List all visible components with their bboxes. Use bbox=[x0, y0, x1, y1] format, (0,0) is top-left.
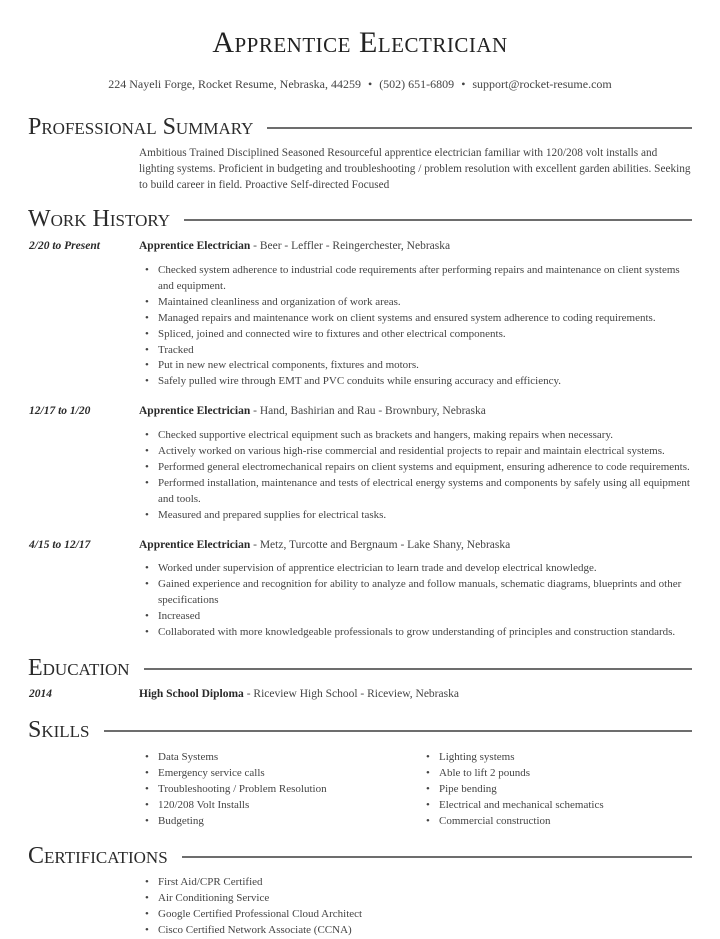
degree: High School Diploma bbox=[139, 688, 244, 700]
list-item bbox=[139, 609, 694, 625]
list-item-text: Electrical and mechanical schematics bbox=[439, 798, 604, 811]
section-title: Work History bbox=[28, 206, 171, 232]
list-item-text: Cisco Certified Network Associate (CCNA) bbox=[158, 923, 352, 936]
separator: • bbox=[461, 77, 466, 91]
list-item-text: Performed general electromechanical repairs on client systems and equipment, ensuring adherence to code requirements. bbox=[158, 460, 690, 473]
list-item-text: Performed installation, maintenance and tests of electrical energy systems and components by safely using all equipment and tools. bbox=[158, 476, 690, 505]
list-item-text: Put in new new electrical components, fixtures and motors. bbox=[158, 359, 419, 372]
bullet-icon: • bbox=[145, 625, 149, 638]
list-item bbox=[139, 508, 694, 524]
list-item-text: Checked system adherence to industrial code requirements after performing repairs and maintenance on client systems and equipment. bbox=[158, 264, 680, 292]
list-item bbox=[139, 460, 694, 476]
job-bullets bbox=[139, 263, 694, 390]
education-year: 2014 bbox=[29, 688, 52, 700]
list-item-text: Data Systems bbox=[158, 751, 219, 763]
email-link[interactable]: support@rocket-resume.com bbox=[472, 77, 612, 91]
bullet-icon: • bbox=[145, 375, 149, 388]
section-work-history bbox=[28, 206, 692, 232]
list-item bbox=[420, 814, 720, 830]
bullet-icon: • bbox=[145, 460, 149, 473]
section-divider bbox=[184, 219, 692, 221]
list-item-text: Worked under supervision of apprentice electrician to learn trade and develop electrical knowledge. bbox=[158, 562, 597, 574]
candidate-name: Apprentice Electrician bbox=[212, 26, 508, 59]
list-item-text: Increased bbox=[158, 609, 201, 622]
bullet-icon: • bbox=[145, 476, 149, 489]
list-item-text: Commercial construction bbox=[439, 814, 551, 827]
section-title: Education bbox=[28, 655, 130, 681]
list-item-text: Gained experience and recognition for ability to analyze and follow manuals, schematic diagrams, blueprints and other specifications bbox=[158, 577, 682, 606]
list-item bbox=[139, 327, 694, 343]
list-item bbox=[420, 798, 720, 814]
job-title: Apprentice Electrician bbox=[139, 240, 251, 252]
list-item bbox=[139, 891, 694, 907]
list-item-text: Budgeting bbox=[158, 814, 204, 827]
contact-line bbox=[0, 77, 720, 92]
list-item bbox=[139, 907, 694, 923]
list-item-text: Emergency service calls bbox=[158, 766, 265, 779]
bullet-icon: • bbox=[426, 798, 430, 811]
bullet-icon: • bbox=[145, 429, 149, 441]
list-item bbox=[139, 923, 694, 939]
job-details: - Metz, Turcotte and Bergnaum - Lake Shany, Nebraska bbox=[250, 539, 511, 551]
section-education bbox=[28, 655, 692, 681]
bullet-icon: • bbox=[426, 782, 430, 795]
list-item bbox=[139, 374, 694, 390]
list-item bbox=[139, 561, 694, 577]
job-heading bbox=[139, 539, 510, 551]
address: 224 Nayeli Forge, Rocket Resume, Nebraska, 44259 bbox=[108, 77, 361, 91]
bullet-icon: • bbox=[145, 311, 149, 324]
bullet-icon: • bbox=[145, 327, 149, 340]
section-title: Skills bbox=[28, 717, 90, 743]
section-divider bbox=[144, 668, 692, 670]
list-item bbox=[139, 263, 694, 295]
list-item bbox=[139, 577, 694, 609]
phone[interactable]: (502) 651-6809 bbox=[379, 77, 455, 91]
list-item bbox=[139, 428, 694, 444]
list-item-text: Pipe bending bbox=[439, 782, 497, 795]
bullet-icon: • bbox=[145, 766, 149, 779]
job-heading bbox=[139, 405, 486, 417]
section-title: Professional Summary bbox=[28, 114, 254, 140]
list-item-text: Collaborated with more knowledgeable professionals to grow understanding of principles and construction standards. bbox=[158, 625, 676, 638]
list-item-text: Measured and prepared supplies for electrical tasks. bbox=[158, 508, 387, 521]
bullet-icon: • bbox=[145, 798, 149, 811]
list-item-text: Air Conditioning Service bbox=[158, 891, 270, 904]
bullet-icon: • bbox=[145, 359, 149, 372]
separator: • bbox=[367, 77, 373, 91]
bullet-icon: • bbox=[145, 609, 149, 622]
list-item-text: Maintained cleanliness and organization of work areas. bbox=[158, 295, 401, 308]
job-title: Apprentice Electrician bbox=[139, 539, 251, 551]
section-skills bbox=[28, 717, 692, 743]
bullet-icon: • bbox=[145, 814, 149, 827]
bullet-icon: • bbox=[145, 562, 149, 574]
job-bullets bbox=[139, 561, 694, 641]
list-item-text: Actively worked on various high-rise commercial and residential projects to repair and maintain electrical systems. bbox=[158, 444, 665, 457]
list-item-text: Spliced, joined and connected wire to fixtures and other electrical components. bbox=[158, 327, 506, 340]
list-item bbox=[139, 875, 694, 891]
skills-list-right bbox=[420, 750, 720, 830]
bullet-icon: • bbox=[145, 891, 149, 904]
job-title: Apprentice Electrician bbox=[139, 405, 251, 417]
bullet-icon: • bbox=[145, 577, 149, 590]
job-details: - Beer - Leffler - Reingerchester, Nebraska bbox=[250, 240, 451, 252]
bullet-icon: • bbox=[145, 444, 149, 457]
list-item-text: Safely pulled wire through EMT and PVC conduits while ensuring accuracy and efficiency. bbox=[158, 375, 562, 388]
bullet-icon: • bbox=[145, 751, 149, 763]
bullet-icon: • bbox=[145, 782, 149, 795]
job-dates: 2/20 to Present bbox=[29, 240, 100, 252]
bullet-icon: • bbox=[145, 343, 149, 356]
job-bullets bbox=[139, 428, 694, 523]
bullet-icon: • bbox=[145, 264, 149, 276]
job-details: - Hand, Bashirian and Rau - Brownbury, Nebraska bbox=[250, 405, 486, 417]
list-item-text: Checked supportive electrical equipment such as brackets and hangers, making repairs when necessary. bbox=[158, 429, 614, 441]
bullet-icon: • bbox=[426, 766, 430, 779]
job-heading bbox=[139, 240, 450, 252]
job-dates: 4/15 to 12/17 bbox=[29, 539, 91, 551]
list-item-text: Google Certified Professional Cloud Architect bbox=[158, 907, 363, 920]
list-item bbox=[420, 782, 720, 798]
list-item-text: Managed repairs and maintenance work on client systems and ensured system adherence to coding requirements. bbox=[158, 311, 656, 324]
summary-text: Ambitious Trained Disciplined Seasoned Resourceful apprentice electrician familiar with 120/208 volt installs and lighting systems. Proficient in budgeting and troubleshooting / problem resolution with excellent garden abilities. Seeking to build career in field. Proactive Self-directed Focused bbox=[139, 147, 691, 191]
section-divider bbox=[267, 127, 692, 129]
list-item bbox=[139, 476, 694, 508]
bullet-icon: • bbox=[426, 814, 430, 827]
list-item-text: Tracked bbox=[158, 343, 194, 356]
list-item bbox=[420, 766, 720, 782]
list-item bbox=[420, 750, 720, 766]
list-item bbox=[139, 295, 694, 311]
section-divider bbox=[104, 730, 692, 732]
section-certifications bbox=[28, 843, 692, 869]
list-item bbox=[139, 444, 694, 460]
section-professional-summary bbox=[28, 114, 692, 140]
bullet-icon: • bbox=[145, 508, 149, 521]
bullet-icon: • bbox=[145, 876, 149, 888]
education-heading bbox=[139, 688, 459, 700]
list-item bbox=[139, 358, 694, 374]
job-dates: 12/17 to 1/20 bbox=[29, 405, 91, 417]
list-item-text: First Aid/CPR Certified bbox=[158, 876, 263, 888]
bullet-icon: • bbox=[145, 923, 149, 936]
bullet-icon: • bbox=[145, 295, 149, 308]
list-item bbox=[139, 311, 694, 327]
list-item-text: Lighting systems bbox=[439, 751, 515, 763]
bullet-icon: • bbox=[145, 907, 149, 920]
list-item-text: Troubleshooting / Problem Resolution bbox=[158, 782, 327, 795]
section-title: Certifications bbox=[28, 843, 168, 869]
list-item-text: Able to lift 2 pounds bbox=[439, 766, 531, 779]
list-item bbox=[139, 343, 694, 359]
certifications-list bbox=[139, 875, 694, 939]
bullet-icon: • bbox=[426, 751, 430, 763]
list-item bbox=[139, 625, 694, 641]
education-details: - Riceview High School - Riceview, Nebraska bbox=[243, 688, 459, 700]
list-item-text: 120/208 Volt Installs bbox=[158, 798, 250, 811]
section-divider bbox=[182, 856, 692, 858]
